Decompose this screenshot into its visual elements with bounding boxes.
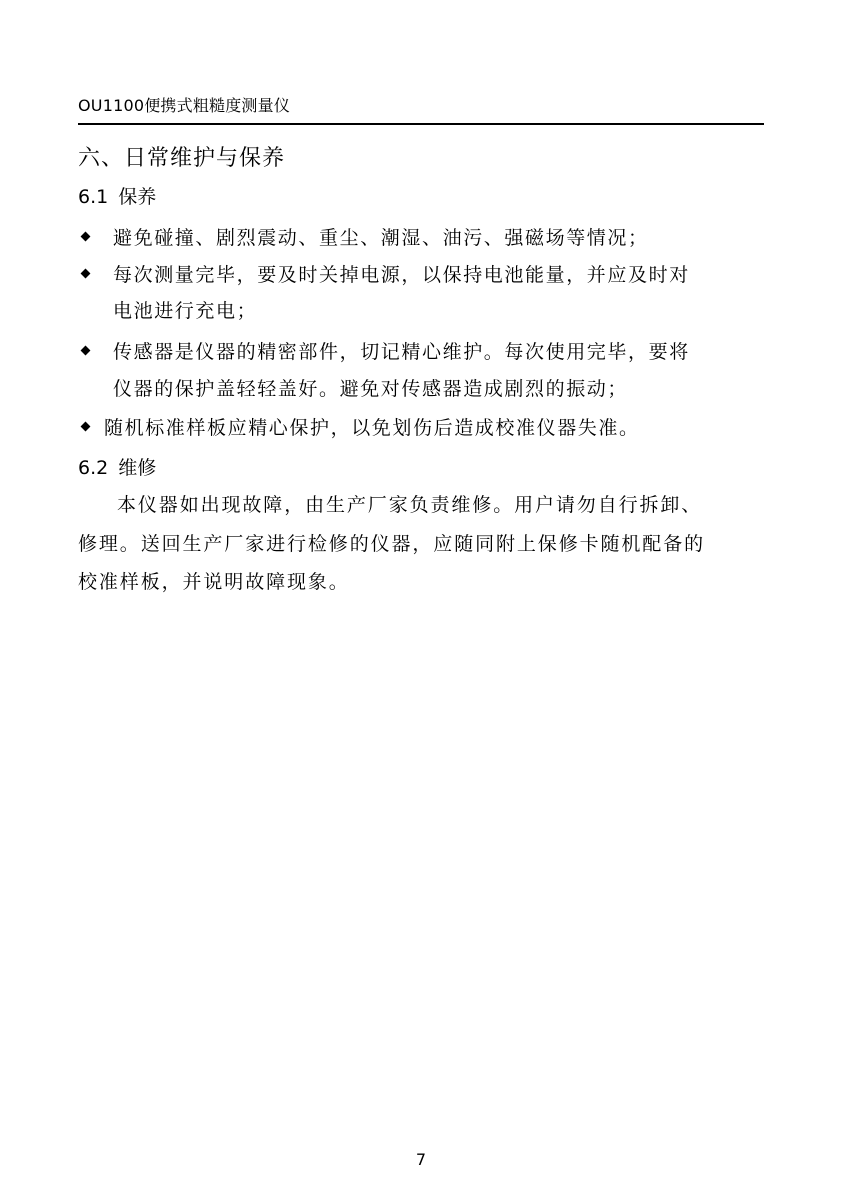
bullet-item-3-line-1: 传感器是仪器的精密部件，切记精心维护。每次使用完毕，要将 (113, 341, 690, 363)
section-number: 6.2 (78, 457, 109, 479)
section-heading-6-2 (78, 453, 156, 480)
section-heading-6-1 (78, 182, 156, 209)
paragraph-line-3: 校准样板，并说明故障现象。 (78, 571, 350, 593)
bullet-diamond-icon (81, 232, 91, 242)
section-number: 6.1 (78, 186, 109, 208)
bullet-item-1-line-1: 避免碰撞、剧烈震动、重尘、潮湿、油污、强磁场等情况； (113, 227, 649, 249)
bullet-item-2-line-1: 每次测量完毕，要及时关掉电源，以保持电池能量，并应及时对 (113, 264, 690, 286)
header-rule (78, 123, 764, 125)
bullet-diamond-icon (81, 269, 91, 279)
running-header: OU1100便携式粗糙度测量仪 (78, 96, 291, 115)
chapter-title: 六、日常维护与保养 (78, 146, 286, 171)
page-number: 7 (415, 1150, 427, 1169)
section-title: 保养 (118, 186, 157, 208)
bullet-diamond-icon (81, 422, 91, 432)
paragraph-line-1: 本仪器如出现故障，由生产厂家负责维修。用户请勿自行拆卸、 (117, 494, 703, 516)
bullet-item-2-line-2: 电池进行充电； (113, 300, 258, 322)
bullet-item-3-line-2: 仪器的保护盖轻轻盖好。避免对传感器造成剧烈的振动； (113, 378, 629, 400)
bullet-item-4-line-1: 随机标准样板应精心保护，以免划伤后造成校准仪器失准。 (104, 417, 640, 439)
bullet-diamond-icon (81, 346, 91, 356)
section-title: 维修 (118, 457, 157, 479)
paragraph-line-2: 修理。送回生产厂家进行检修的仪器，应随同附上保修卡随机配备的 (78, 533, 706, 555)
